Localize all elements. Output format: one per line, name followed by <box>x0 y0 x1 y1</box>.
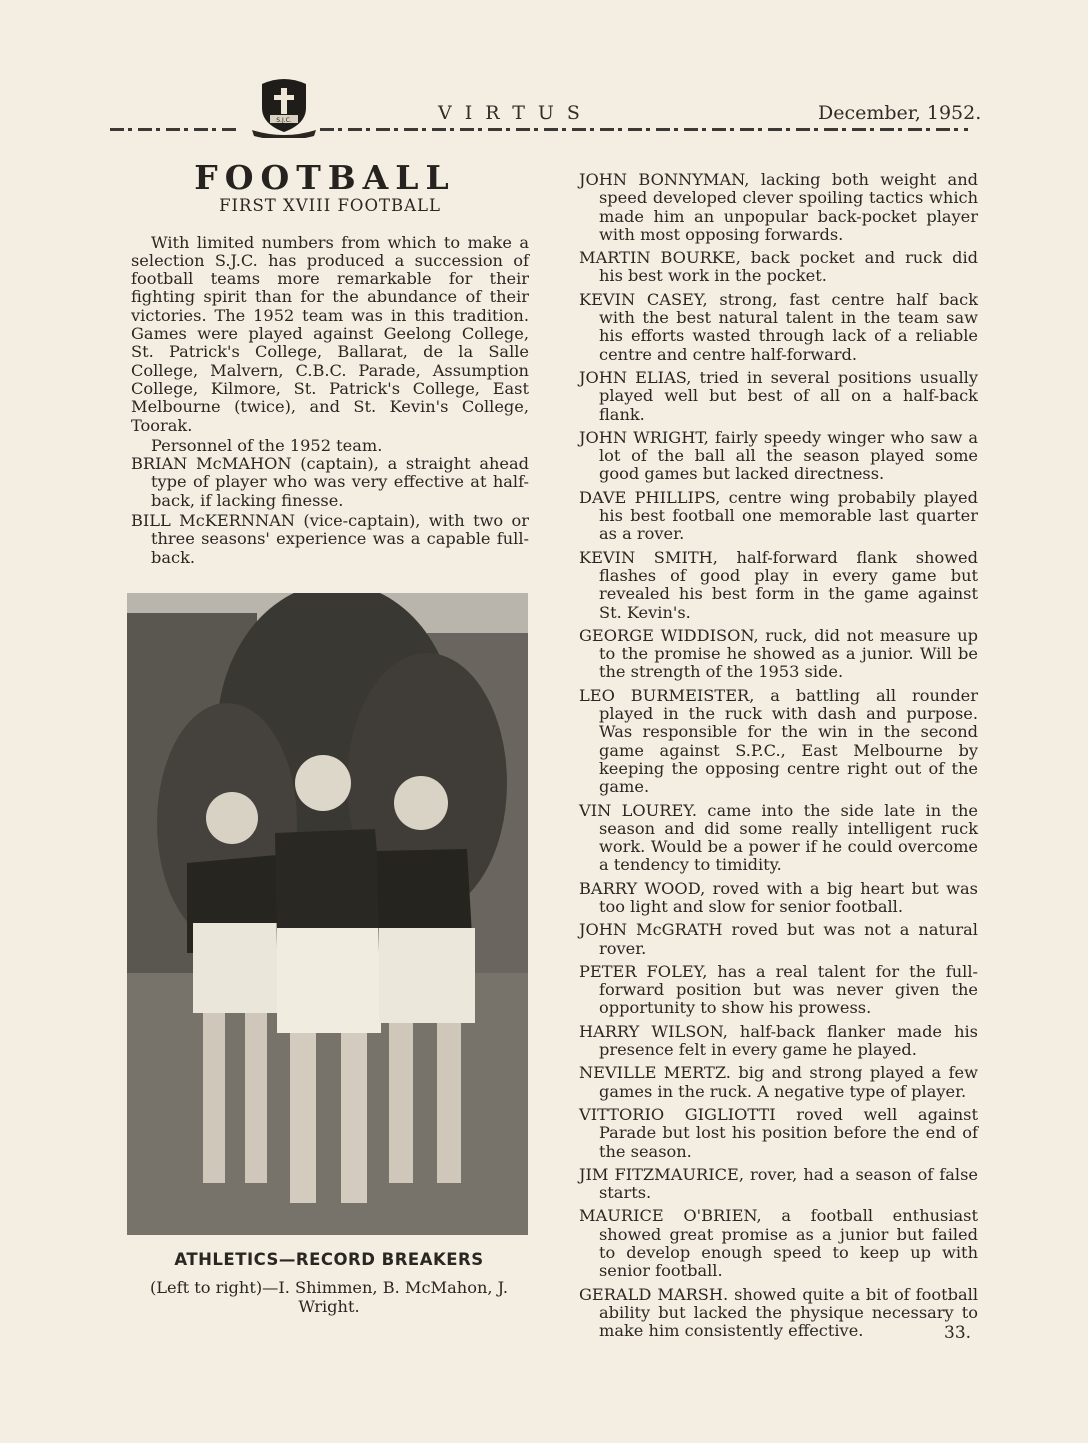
intro-paragraph: With limited numbers from which to make a selection S.J.C. has produced a succession of football teams more remarkable for their fighting spirit than for the abundance of their victories. The 1952 team was in this tradition. Games were played against Geelong College, St. Patrick's College, Ballarat, de la Salle College, Malvern, C.B.C. Parade, Assumption College, Kilmore, St. Patrick's College, East Melbourne (twice), and St. Kevin's College, Toorak. <box>131 232 529 435</box>
subsection-title: FIRST XVIII FOOTBALL <box>219 196 441 216</box>
header-rule-left <box>110 128 238 131</box>
player-entry: BRIAN McMAHON (captain), a straight ahead type of player who was very effective at half-back, if lacking finesse. <box>131 454 529 510</box>
player-entry: PETER FOLEY, has a real talent for the full-forward position but was never given the opportunity to show his prowess. <box>579 961 978 1018</box>
svg-text:S.J.C.: S.J.C. <box>276 117 292 124</box>
page-number: 33. <box>944 1323 972 1343</box>
player-entry: JOHN BONNYMAN, lacking both weight and speed developed clever spoiling tactics which made him an unpopular back-pocket player with most opposing forwards. <box>579 170 978 244</box>
team-photograph <box>127 593 528 1235</box>
player-entry: VITTORIO GIGLIOTTI roved well against Parade but lost his position before the end of the season. <box>579 1104 978 1161</box>
school-crest-logo <box>248 76 320 138</box>
player-entry: JOHN WRIGHT, fairly speedy winger who saw a lot of the ball all the season played some good games but lacked directness. <box>579 427 978 484</box>
player-entry: MARTIN BOURKE, back pocket and ruck did his best work in the pocket. <box>579 248 978 286</box>
player-entry: BARRY WOOD, roved with a big heart but was too light and slow for senior football. <box>579 878 978 916</box>
player-entry: GEORGE WIDDISON, ruck, did not measure up to the promise he showed as a junior. Will be the strength of the 1953 side. <box>579 625 978 682</box>
photo-caption-text: (Left to right)—I. Shimmen, B. McMahon, J. Wright. <box>149 1278 509 1316</box>
player-entry: JIM FITZMAURICE, rover, had a season of false starts. <box>579 1164 978 1203</box>
player-entry: VIN LOUREY. came into the side late in the season and did some really intelligent ruck work. Would be a power if he could overcome a tendency to timidity. <box>579 800 978 875</box>
player-entry: GERALD MARSH. showed quite a bit of football ability but lacked the physique necessary to make him consistently effective. <box>579 1284 978 1341</box>
player-entry: MAURICE O'BRIEN, a football enthusiast showed great promise as a junior but failed to develop enough speed to keep up with senior football. <box>579 1206 978 1281</box>
player-entry: JOHN ELIAS, tried in several positions usually played well but best of all on a half-back flank. <box>579 367 978 424</box>
right-column <box>579 171 978 1346</box>
player-entry: BILL McKERNNAN (vice-captain), with two or three seasons' experience was a capable full-back. <box>131 511 529 567</box>
section-title: FOOTBALL <box>194 158 456 197</box>
personnel-heading: Personnel of the 1952 team. <box>151 435 383 455</box>
player-entry: NEVILLE MERTZ. big and strong played a few games in the ruck. A negative type of player. <box>579 1063 978 1101</box>
issue-date: December, 1952. <box>818 102 982 124</box>
journal-title: VIRTUS <box>438 102 593 124</box>
player-entry: LEO BURMEISTER, a battling all rounder played in the ruck with dash and purpose. Was responsible for the win in the second game against S.P.C., East Melbourne by keeping the opposing centre right out of the game. <box>579 685 978 797</box>
player-entry: DAVE PHILLIPS, centre wing probabily played his best football one memorable last quarter as a rover. <box>579 487 978 544</box>
player-entry: JOHN McGRATH roved but was not a natural rover. <box>579 920 978 958</box>
photo-caption-title: ATHLETICS—RECORD BREAKERS <box>174 1250 484 1269</box>
player-entry: KEVIN CASEY, strong, fast centre half back with the best natural talent in the team saw his efforts wasted through lack of a reliable centre and centre half-forward. <box>579 289 978 364</box>
player-entry: KEVIN SMITH, half-forward flank showed flashes of good play in every game but revealed his best form in the game against St. Kevin's. <box>579 547 978 622</box>
header-rule-right <box>320 128 968 131</box>
player-entry: HARRY WILSON, half-back flanker made his presence felt in every game he played. <box>579 1021 978 1060</box>
left-column <box>131 158 529 569</box>
